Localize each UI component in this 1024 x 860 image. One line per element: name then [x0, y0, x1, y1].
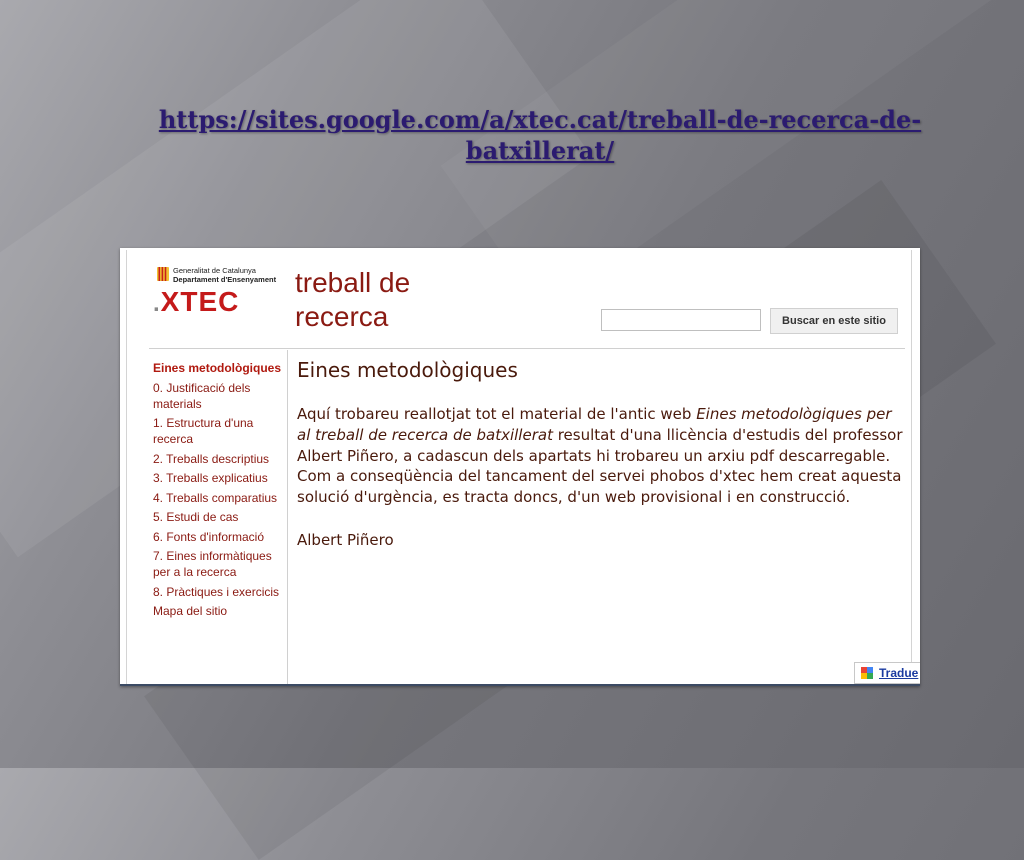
- generalitat-shield-icon: [157, 267, 169, 281]
- sidebar-item[interactable]: 8. Pràctiques i exercicis: [153, 584, 280, 599]
- site-title-line2: recerca: [295, 301, 389, 332]
- intro-text-part1: Aquí trobareu reallotjat tot el material de l'antic web: [297, 405, 697, 423]
- org-line2: Departament d'Ensenyament: [173, 275, 277, 284]
- site-url-line2: batxillerat/: [465, 136, 615, 165]
- website-screenshot: [120, 248, 920, 686]
- xtec-brand: XTEC: [160, 286, 240, 317]
- sidebar-divider: [287, 350, 288, 686]
- sidebar-item[interactable]: 3. Treballs explicatius: [153, 471, 268, 485]
- xtec-wordmark: [153, 286, 239, 320]
- translate-widget[interactable]: [854, 662, 920, 684]
- sidebar-item[interactable]: 2. Treballs descriptius: [153, 451, 270, 466]
- header-divider: [149, 348, 905, 349]
- translate-link[interactable]: Tradue: [879, 666, 919, 680]
- author-name: Albert Piñero: [297, 530, 394, 549]
- sidebar-item[interactable]: 6. Fonts d'informació: [153, 529, 265, 544]
- site-title[interactable]: [295, 266, 410, 334]
- site-url-link[interactable]: [150, 104, 930, 166]
- sidebar-item[interactable]: 5. Estudi de cas: [153, 510, 239, 524]
- taskbar-strip: [120, 684, 920, 686]
- sidebar-item[interactable]: Mapa del sitio: [153, 604, 228, 618]
- xtec-dot: .: [153, 290, 161, 317]
- sidebar-item[interactable]: 0. Justificació dels materials: [153, 380, 251, 411]
- intro-paragraph: [297, 404, 903, 508]
- sidebar-item[interactable]: Eines metodològiques: [153, 361, 282, 375]
- generalitat-text: [173, 266, 276, 284]
- page-title: Eines metodològiques: [297, 358, 518, 382]
- main-content: [297, 356, 903, 550]
- site-frame: [126, 250, 912, 686]
- site-url-line1: https://sites.google.com/a/xtec.cat/treball-de-recerca-de-: [158, 105, 922, 134]
- sidebar-item[interactable]: 7. Eines informàtiques per a la recerca: [153, 549, 272, 579]
- google-translate-icon: [861, 667, 873, 679]
- sidebar-item[interactable]: 4. Treballs comparatius: [153, 490, 278, 505]
- intro-text-part2: resultat d'una llicència d'estudis del professor Albert Piñero, a cadascun dels apartats hi trobareu un arxiu pdf descarregable. Com a conseqüència del tancament del servei phobos d'xtec hem creat aquesta solució d'urgència, es tracta doncs, d'un web provisional i en construcció.: [297, 425, 903, 507]
- xtec-logo[interactable]: [151, 264, 287, 320]
- org-line1: Generalitat de Catalunya: [173, 266, 256, 275]
- sidebar-nav: [153, 360, 289, 623]
- sidebar-item[interactable]: 1. Estructura d'una recerca: [153, 416, 254, 446]
- search-button[interactable]: Buscar en este sitio: [770, 308, 898, 334]
- search-input[interactable]: [601, 309, 761, 331]
- intro-italic-title: Eines metodològiques per al treball de recerca de batxillerat: [297, 405, 892, 444]
- site-title-line1: treball de: [295, 267, 411, 298]
